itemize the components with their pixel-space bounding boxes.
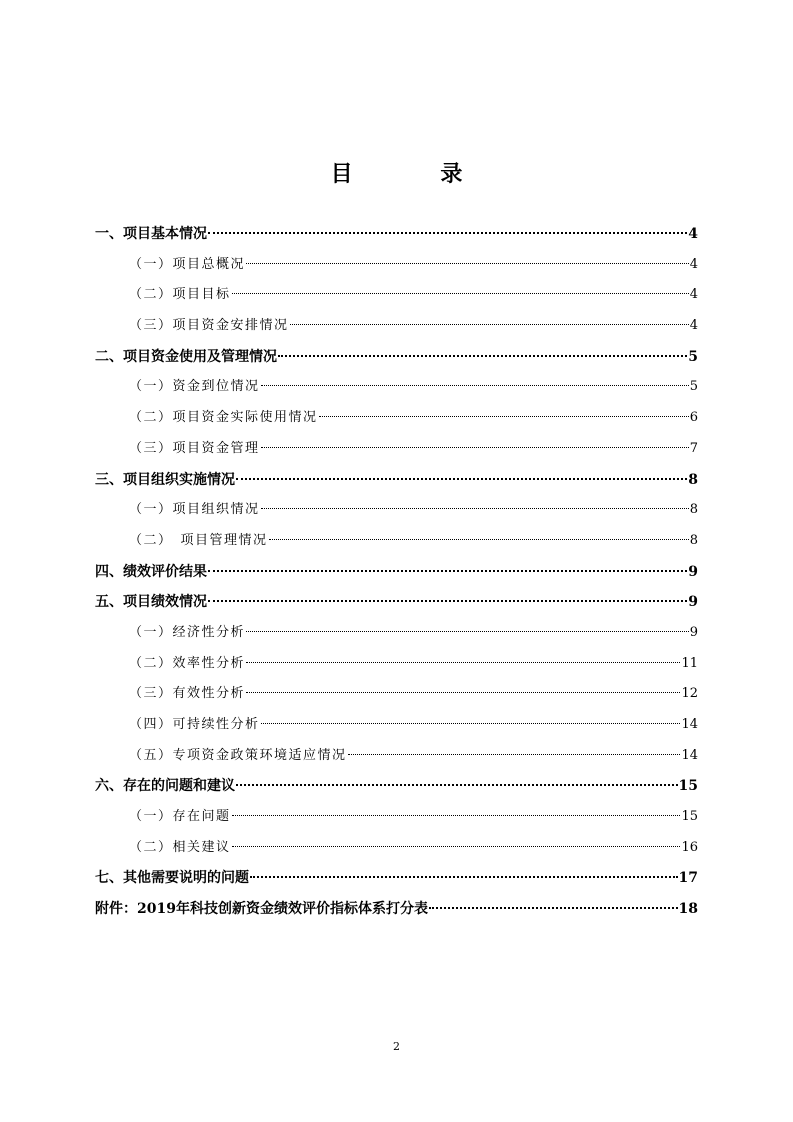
toc-entry[interactable] — [95, 219, 698, 250]
toc-leader-dots — [232, 293, 689, 294]
toc-entry-page: 4 — [689, 287, 698, 303]
toc-entry-page: 4 — [689, 256, 698, 272]
toc-entry-page: 5 — [689, 379, 698, 395]
toc-leader-dots — [246, 662, 680, 663]
toc-entry-label: 一、项目基本情况 — [95, 226, 207, 242]
toc-entry-page: 4 — [688, 226, 698, 242]
page-title: 目 录 — [330, 162, 503, 187]
toc-entry-label: （三）项目资金管理 — [129, 440, 260, 456]
toc-entry[interactable] — [95, 403, 698, 434]
toc-entry[interactable] — [95, 771, 698, 802]
toc-entry-label: （五）专项资金政策环境适应情况 — [129, 747, 347, 763]
toc-entry-label: （三）有效性分析 — [129, 686, 246, 702]
toc-leader-dots — [236, 478, 687, 480]
toc-leader-dots — [269, 539, 689, 540]
toc-entry-appendix[interactable] — [95, 894, 698, 925]
toc-entry-label: 三、项目组织实施情况 — [95, 471, 235, 488]
toc-leader-dots — [236, 784, 678, 786]
toc-entry[interactable] — [95, 280, 698, 311]
toc-entry-page: 18 — [678, 901, 698, 918]
toc-entry-label: 附件：2019年科技创新资金绩效评价指标体系打分表 — [95, 901, 428, 918]
toc-leader-dots — [261, 447, 689, 448]
toc-entry-label: （一）存在问题 — [129, 809, 231, 825]
toc-entry[interactable] — [95, 741, 698, 772]
toc-leader-dots — [250, 876, 678, 878]
toc-leader-dots — [429, 907, 678, 909]
toc-leader-dots — [208, 232, 687, 234]
toc-entry-page: 9 — [688, 563, 698, 580]
toc-entry[interactable] — [95, 710, 698, 741]
toc-entry-label: （二）项目资金实际使用情况 — [129, 410, 318, 426]
toc-entry-label: 二、项目资金使用及管理情况 — [95, 348, 277, 365]
toc-leader-dots — [208, 570, 687, 572]
toc-entry[interactable] — [95, 372, 698, 403]
toc-entry[interactable] — [95, 465, 698, 496]
toc-leader-dots — [261, 508, 689, 509]
toc-entry-label: （一）资金到位情况 — [129, 379, 260, 395]
toc-entry-label: （二） 项目管理情况 — [129, 532, 268, 548]
toc-entry-label: （二）项目目标 — [129, 287, 231, 303]
toc-entry-label: 五、项目绩效情况 — [95, 594, 207, 611]
toc-entry-label: （一）经济性分析 — [129, 624, 246, 640]
toc-leader-dots — [290, 324, 689, 325]
toc-entry[interactable] — [95, 618, 698, 649]
toc-entry[interactable] — [95, 833, 698, 864]
toc-entry-label: （三）项目资金安排情况 — [129, 318, 289, 334]
toc-entry-page: 14 — [681, 747, 698, 763]
toc-entry-label: （四）可持续性分析 — [129, 717, 260, 732]
toc-entry-label: （二）效率性分析 — [129, 655, 246, 671]
toc-entry[interactable] — [95, 342, 698, 373]
toc-entry-label: 四、绩效评价结果 — [95, 563, 207, 580]
toc-entry[interactable] — [95, 587, 698, 618]
toc-entry-page: 17 — [678, 870, 698, 887]
toc-entry[interactable] — [95, 557, 698, 588]
toc-leader-dots — [232, 846, 681, 847]
toc-leader-dots — [278, 355, 687, 357]
toc-entry-page: 16 — [681, 839, 698, 855]
toc-leader-dots — [319, 416, 689, 417]
toc-leader-dots — [246, 631, 689, 632]
toc-entry[interactable] — [95, 495, 698, 526]
toc-entry-page: 7 — [689, 440, 698, 456]
toc-entry[interactable] — [95, 526, 698, 557]
toc-entry[interactable] — [95, 250, 698, 281]
toc-entry-label: 七、其他需要说明的问题 — [95, 870, 249, 887]
toc-entry[interactable] — [95, 863, 698, 894]
toc-entry-page: 14 — [681, 717, 698, 732]
toc-entry[interactable] — [95, 802, 698, 833]
toc-entry-page: 11 — [681, 655, 698, 671]
toc-leader-dots — [208, 600, 687, 602]
toc-entry-page: 5 — [688, 348, 698, 365]
toc-leader-dots — [261, 385, 689, 386]
table-of-contents — [95, 219, 698, 925]
toc-entry-page: 8 — [689, 532, 698, 548]
page-number: 2 — [393, 1040, 400, 1053]
toc-entry-page: 15 — [681, 809, 698, 825]
toc-entry-label: （一）项目组织情况 — [129, 502, 260, 518]
toc-entry-page: 4 — [689, 318, 698, 334]
toc-entry-page: 9 — [689, 624, 698, 640]
toc-entry[interactable] — [95, 311, 698, 342]
toc-entry[interactable] — [95, 649, 698, 680]
toc-entry[interactable] — [95, 679, 698, 710]
toc-entry-page: 6 — [689, 410, 698, 426]
toc-entry-label: （一）项目总概况 — [129, 256, 246, 272]
toc-leader-dots — [348, 754, 681, 755]
toc-entry-label: （二）相关建议 — [129, 839, 231, 855]
toc-leader-dots — [261, 723, 681, 724]
toc-leader-dots — [246, 692, 680, 693]
toc-leader-dots — [232, 815, 681, 816]
toc-entry-page: 8 — [688, 471, 698, 488]
toc-leader-dots — [246, 263, 689, 264]
toc-entry[interactable] — [95, 434, 698, 465]
toc-entry-page: 12 — [681, 686, 698, 702]
toc-entry-label: 六、存在的问题和建议 — [95, 778, 235, 795]
toc-entry-page: 9 — [688, 594, 698, 611]
toc-entry-page: 15 — [678, 778, 698, 795]
toc-entry-page: 8 — [689, 502, 698, 518]
